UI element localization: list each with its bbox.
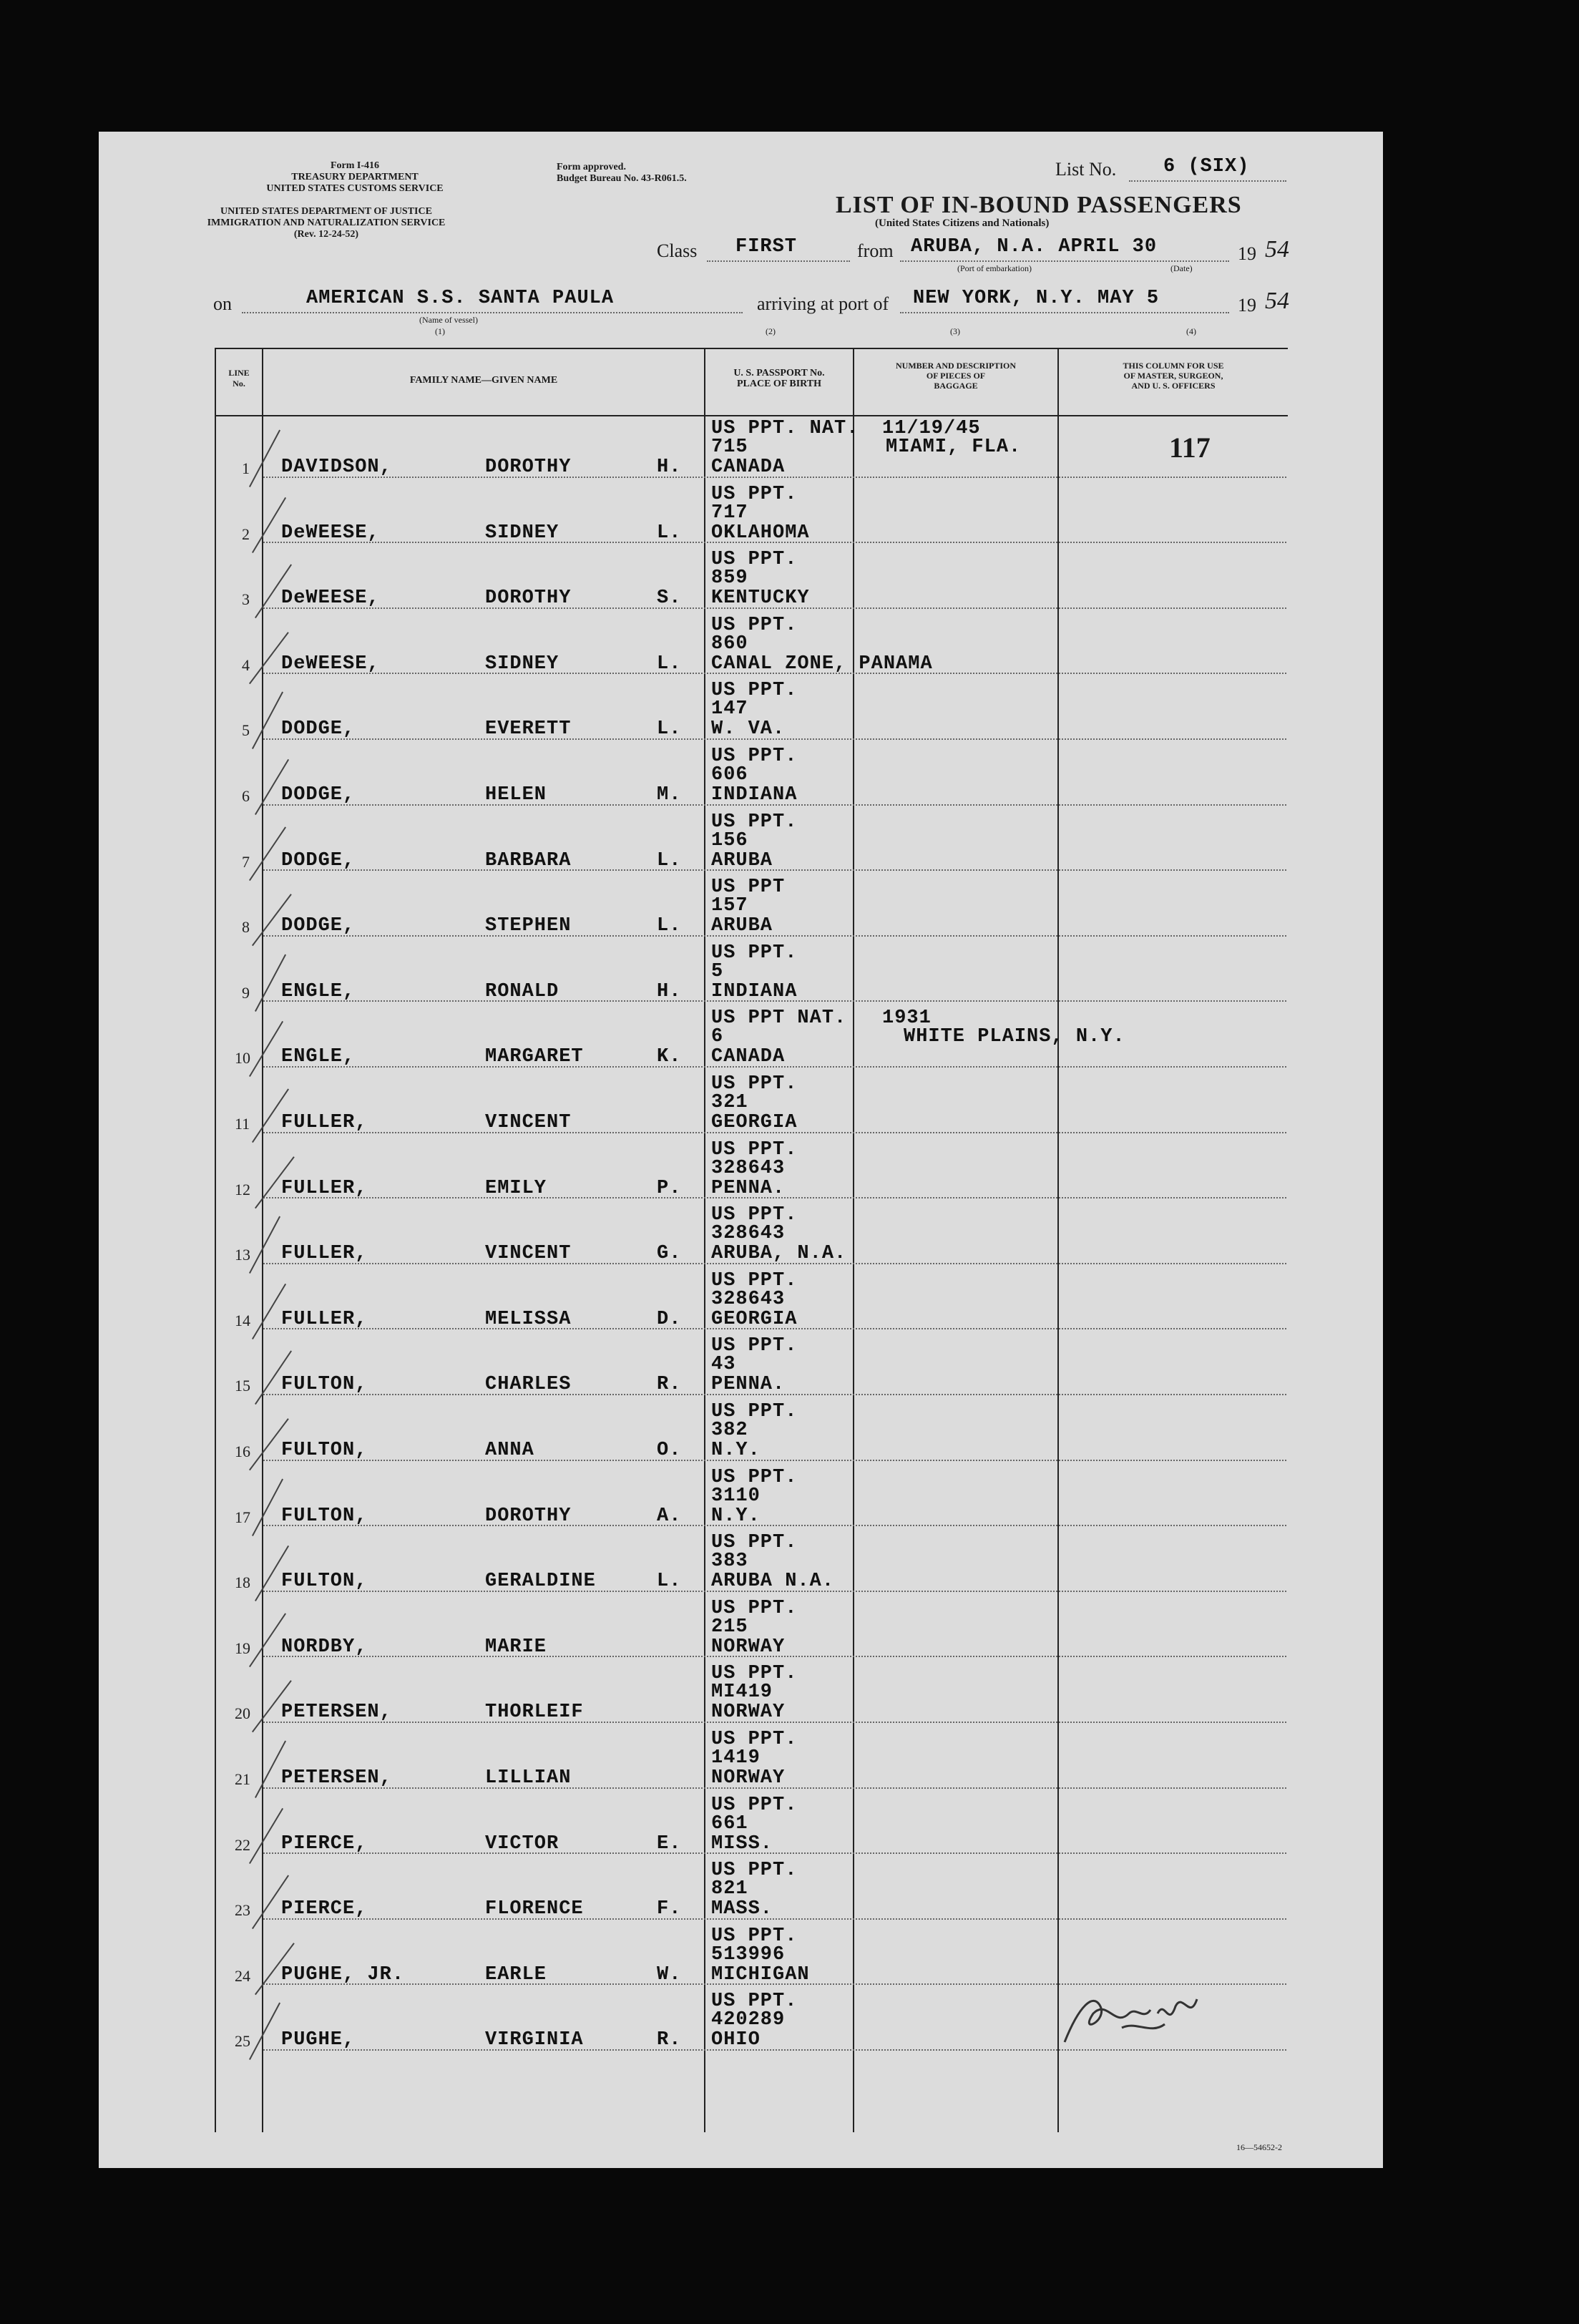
place-of-birth: CANAL ZONE, PANAMA xyxy=(711,653,933,675)
line-number: 9 xyxy=(242,983,250,1002)
middle-initial: H. xyxy=(657,980,682,1002)
class-label: Class xyxy=(657,240,698,261)
customs-label: UNITED STATES CUSTOMS SERVICE xyxy=(266,183,444,194)
middle-initial: L. xyxy=(657,522,682,544)
header-name: FAMILY NAME—GIVEN NAME xyxy=(409,375,558,386)
place-of-birth: GEORGIA xyxy=(711,1308,798,1330)
col-divider-passport xyxy=(853,348,854,2132)
passport-type: US PPT. xyxy=(711,1794,798,1816)
given-name: CHARLES xyxy=(485,1374,572,1396)
family-name: DeWEESE, xyxy=(281,653,380,675)
list-no-line xyxy=(1129,180,1286,182)
check-mark xyxy=(249,1807,283,1863)
line-number: 22 xyxy=(235,1835,250,1854)
ins-label: IMMIGRATION AND NATURALIZATION SERVICE xyxy=(207,218,446,228)
given-name: MARGARET xyxy=(485,1046,584,1068)
line-number: 18 xyxy=(235,1573,250,1592)
baggage-line-2: MIAMI, FLA. xyxy=(886,436,1022,458)
passport-type: US PPT. xyxy=(711,1729,798,1750)
passport-number: 328643 xyxy=(711,1223,786,1245)
line-number: 19 xyxy=(235,1639,250,1657)
list-no-label: List No. xyxy=(1055,159,1117,180)
date-caption: (Date) xyxy=(1170,263,1193,273)
given-name: BARBARA xyxy=(485,849,572,872)
family-name: DeWEESE, xyxy=(281,522,380,544)
passport-number: 157 xyxy=(711,895,748,917)
place-of-birth: N.Y. xyxy=(711,1440,761,1461)
port-embark-caption: (Port of embarkation) xyxy=(957,263,1032,273)
given-name: SIDNEY xyxy=(485,522,559,544)
line-number: 1 xyxy=(242,459,250,477)
place-of-birth: NORWAY xyxy=(711,1702,786,1724)
given-name: FLORENCE xyxy=(485,1898,584,1920)
row-rule xyxy=(263,1460,1286,1461)
place-of-birth: GEORGIA xyxy=(711,1112,798,1133)
line-number: 11 xyxy=(235,1115,250,1133)
col3-caption: (3) xyxy=(950,326,960,336)
middle-initial: S. xyxy=(657,587,682,610)
line-number: 6 xyxy=(242,787,250,805)
family-name: PIERCE, xyxy=(281,1832,368,1855)
baggage-line-1: 1931 xyxy=(882,1007,932,1030)
form-subtitle: (United States Citizens and Nationals) xyxy=(875,218,1050,229)
given-name: VINCENT xyxy=(485,1243,572,1265)
line-number: 24 xyxy=(235,1966,250,1985)
passport-type: US PPT xyxy=(711,877,786,899)
arrival-value: NEW YORK, N.Y. MAY 5 xyxy=(913,288,1160,309)
family-name: ENGLE, xyxy=(281,980,356,1002)
passport-number: 328643 xyxy=(711,1288,786,1310)
passport-number: 43 xyxy=(711,1354,736,1376)
line-number: 17 xyxy=(235,1508,250,1526)
place-of-birth: MASS. xyxy=(711,1898,773,1920)
form-number: Form I-416 xyxy=(330,160,380,171)
col-divider-line xyxy=(262,348,263,2132)
check-mark xyxy=(252,1478,283,1536)
check-mark xyxy=(249,2003,280,2060)
passport-type: US PPT. xyxy=(711,549,798,571)
given-name: VICTOR xyxy=(485,1832,559,1855)
place-of-birth: ARUBA xyxy=(711,849,773,872)
passport-number: 1419 xyxy=(711,1747,761,1769)
justice-label: UNITED STATES DEPARTMENT OF JUSTICE xyxy=(220,206,432,217)
given-name: EARLE xyxy=(485,1963,547,1986)
given-name: LILLIAN xyxy=(485,1767,572,1789)
form-title: LIST OF IN-BOUND PASSENGERS xyxy=(836,192,1242,218)
form-approved: Form approved. xyxy=(557,162,626,172)
middle-initial: L. xyxy=(657,718,682,741)
family-name: DODGE, xyxy=(281,718,356,741)
header-line-no: LINE No. xyxy=(228,368,250,389)
class-line xyxy=(707,260,850,262)
from-value: ARUBA, N.A. APRIL 30 xyxy=(911,236,1158,258)
line-number: 4 xyxy=(242,655,250,674)
family-name: FULLER, xyxy=(281,1177,368,1199)
passport-type: US PPT. xyxy=(711,1204,798,1226)
given-name: GERALDINE xyxy=(485,1571,596,1593)
passport-number: 859 xyxy=(711,567,748,590)
officer-signature xyxy=(1050,1978,1208,2056)
check-mark xyxy=(252,692,283,749)
col-divider-baggage xyxy=(1057,348,1059,2132)
line-number: 10 xyxy=(235,1049,250,1068)
passport-type: US PPT. xyxy=(711,1532,798,1554)
manifest-page xyxy=(99,132,1383,2168)
given-name: STEPHEN xyxy=(485,915,572,937)
passport-number: MI419 xyxy=(711,1681,773,1704)
given-name: MARIE xyxy=(485,1636,547,1658)
middle-initial: L. xyxy=(657,1571,682,1593)
footer-code: 16—54652-2 xyxy=(1236,2142,1282,2152)
place-of-birth: INDIANA xyxy=(711,980,798,1002)
place-of-birth: ARUBA xyxy=(711,915,773,937)
place-of-birth: CANADA xyxy=(711,1046,786,1068)
place-of-birth: OHIO xyxy=(711,2029,761,2051)
family-name: FULTON, xyxy=(281,1571,368,1593)
passport-number: 860 xyxy=(711,633,748,655)
middle-initial: M. xyxy=(657,784,682,806)
row-rule xyxy=(263,1525,1286,1526)
passport-type: US PPT. xyxy=(711,1335,798,1357)
passport-type: US PPT. xyxy=(711,614,798,636)
line-number: 15 xyxy=(235,1377,250,1395)
family-name: FULLER, xyxy=(281,1243,368,1265)
from-label: from xyxy=(857,240,894,261)
family-name: FULLER, xyxy=(281,1308,368,1330)
line-number: 2 xyxy=(242,524,250,543)
officer-count: 117 xyxy=(1169,431,1211,464)
passport-number: 715 xyxy=(711,436,748,458)
given-name: VIRGINIA xyxy=(485,2029,584,2051)
given-name: SIDNEY xyxy=(485,653,559,675)
middle-initial: W. xyxy=(657,1963,682,1986)
passport-type: US PPT. xyxy=(711,680,798,702)
family-name: DODGE, xyxy=(281,784,356,806)
line-number: 3 xyxy=(242,590,250,609)
passport-type: US PPT. xyxy=(711,1401,798,1422)
vessel-line xyxy=(242,312,743,313)
passport-number: 717 xyxy=(711,502,748,524)
passport-type: US PPT. xyxy=(711,1663,798,1685)
family-name: DeWEESE, xyxy=(281,587,380,610)
place-of-birth: W. VA. xyxy=(711,718,786,741)
passport-number: 383 xyxy=(711,1551,748,1573)
year-prefix-1: 19 xyxy=(1238,243,1256,264)
line-number: 5 xyxy=(242,721,250,740)
middle-initial: D. xyxy=(657,1308,682,1330)
row-rule xyxy=(263,935,1286,937)
passport-number: 5 xyxy=(711,960,724,982)
from-line xyxy=(900,260,1229,262)
passport-number: 328643 xyxy=(711,1157,786,1179)
place-of-birth: INDIANA xyxy=(711,784,798,806)
row-rule xyxy=(263,1918,1286,1920)
place-of-birth: CANADA xyxy=(711,456,786,478)
line-number: 23 xyxy=(235,1901,250,1920)
col-divider-name xyxy=(704,348,705,2132)
passport-type: US PPT. xyxy=(711,1269,798,1292)
given-name: RONALD xyxy=(485,980,559,1002)
family-name: PETERSEN, xyxy=(281,1767,392,1789)
on-label: on xyxy=(213,293,232,314)
middle-initial: H. xyxy=(657,456,682,478)
place-of-birth: ARUBA, N.A. xyxy=(711,1243,847,1265)
passport-number: 513996 xyxy=(711,1943,786,1966)
header-baggage: NUMBER AND DESCRIPTION OF PIECES OF BAGGAGE xyxy=(895,361,1017,391)
place-of-birth: MICHIGAN xyxy=(711,1963,810,1986)
header-officers: THIS COLUMN FOR USE OF MASTER, SURGEON, AND U. S. OFFICERS xyxy=(1123,361,1224,391)
given-name: EVERETT xyxy=(485,718,572,741)
row-rule xyxy=(263,869,1286,871)
passport-number: 606 xyxy=(711,764,748,786)
place-of-birth: PENNA. xyxy=(711,1177,786,1199)
passport-number: 215 xyxy=(711,1616,748,1638)
family-name: FULTON, xyxy=(281,1505,368,1527)
family-name: FULTON, xyxy=(281,1374,368,1396)
given-name: EMILY xyxy=(485,1177,547,1199)
year-value-1: 54 xyxy=(1265,236,1289,263)
family-name: DODGE, xyxy=(281,849,356,872)
vessel-caption: (Name of vessel) xyxy=(419,315,478,325)
passport-number: 3110 xyxy=(711,1485,761,1507)
header-passport: U. S. PASSPORT No. PLACE OF BIRTH xyxy=(733,368,825,389)
family-name: FULLER, xyxy=(281,1112,368,1133)
family-name: PUGHE, JR. xyxy=(281,1963,405,1986)
line-number: 13 xyxy=(235,1246,250,1264)
passport-type: US PPT. xyxy=(711,1466,798,1488)
passport-type: US PPT. xyxy=(711,1991,798,2013)
family-name: PETERSEN, xyxy=(281,1702,392,1724)
passport-number: 420289 xyxy=(711,2009,786,2031)
place-of-birth: OKLAHOMA xyxy=(711,522,810,544)
passport-number: 156 xyxy=(711,829,748,851)
header-bottom-rule xyxy=(215,415,1288,416)
given-name: MELISSA xyxy=(485,1308,572,1330)
given-name: DOROTHY xyxy=(485,1505,572,1527)
check-mark xyxy=(249,430,280,487)
passport-number: 821 xyxy=(711,1878,748,1900)
table-top-rule xyxy=(215,348,1288,349)
treasury-label: TREASURY DEPARTMENT xyxy=(291,172,419,182)
year-value-2: 54 xyxy=(1265,288,1289,314)
line-number: 25 xyxy=(235,2032,250,2051)
middle-initial: E. xyxy=(657,1832,682,1855)
passport-type: US PPT. xyxy=(711,483,798,505)
col1-caption: (1) xyxy=(435,326,445,336)
col2-caption: (2) xyxy=(766,326,776,336)
line-number: 14 xyxy=(235,1311,250,1329)
place-of-birth: KENTUCKY xyxy=(711,587,810,610)
year-prefix-2: 19 xyxy=(1238,295,1256,316)
middle-initial: R. xyxy=(657,1374,682,1396)
family-name: DAVIDSON, xyxy=(281,456,392,478)
place-of-birth: NORWAY xyxy=(711,1636,786,1658)
place-of-birth: N.Y. xyxy=(711,1505,761,1527)
revision-label: (Rev. 12-24-52) xyxy=(293,229,359,240)
middle-initial: O. xyxy=(657,1440,682,1461)
family-name: FULTON, xyxy=(281,1440,368,1461)
middle-initial: F. xyxy=(657,1898,682,1920)
passport-type: US PPT. NAT. xyxy=(711,418,859,439)
class-value: FIRST xyxy=(735,236,798,258)
line-number: 20 xyxy=(235,1704,250,1723)
check-mark xyxy=(249,1216,280,1274)
row-rule xyxy=(263,1852,1286,1854)
family-name: PUGHE, xyxy=(281,2029,356,2051)
passport-number: 382 xyxy=(711,1420,748,1441)
given-name: HELEN xyxy=(485,784,547,806)
line-number: 21 xyxy=(235,1770,250,1788)
line-number: 7 xyxy=(242,852,250,871)
family-name: DODGE, xyxy=(281,915,356,937)
passport-type: US PPT. xyxy=(711,1138,798,1161)
middle-initial: R. xyxy=(657,2029,682,2051)
line-number: 12 xyxy=(235,1180,250,1198)
passport-number: 661 xyxy=(711,1812,748,1835)
arrival-line xyxy=(900,312,1229,313)
family-name: PIERCE, xyxy=(281,1898,368,1920)
given-name: DOROTHY xyxy=(485,456,572,478)
passport-type: US PPT. xyxy=(711,811,798,833)
place-of-birth: MISS. xyxy=(711,1832,773,1855)
line-number: 8 xyxy=(242,918,250,937)
line-number: 16 xyxy=(235,1442,250,1460)
table-left-border xyxy=(215,348,216,2132)
passport-type: US PPT. xyxy=(711,746,798,767)
middle-initial: L. xyxy=(657,849,682,872)
passport-type: US PPT. xyxy=(711,1925,798,1947)
passport-number: 6 xyxy=(711,1026,724,1048)
place-of-birth: NORWAY xyxy=(711,1767,786,1789)
middle-initial: G. xyxy=(657,1243,682,1265)
given-name: THORLEIF xyxy=(485,1702,584,1724)
passport-number: 321 xyxy=(711,1092,748,1113)
family-name: NORDBY, xyxy=(281,1636,368,1658)
list-no-value: 6 (SIX) xyxy=(1163,156,1250,177)
arriving-label: arriving at port of xyxy=(757,293,889,314)
middle-initial: L. xyxy=(657,915,682,937)
family-name: ENGLE, xyxy=(281,1046,356,1068)
baggage-line-1: 11/19/45 xyxy=(882,418,981,439)
passport-type: US PPT. xyxy=(711,1073,798,1095)
passport-type: US PPT. xyxy=(711,1860,798,1882)
place-of-birth: PENNA. xyxy=(711,1374,786,1396)
middle-initial: L. xyxy=(657,653,682,675)
middle-initial: P. xyxy=(657,1177,682,1199)
passport-type: US PPT. xyxy=(711,1597,798,1619)
budget-bureau: Budget Bureau No. 43-R061.5. xyxy=(557,173,687,184)
given-name: ANNA xyxy=(485,1440,534,1461)
col4-caption: (4) xyxy=(1186,326,1196,336)
check-mark xyxy=(249,1021,283,1077)
middle-initial: K. xyxy=(657,1046,682,1068)
place-of-birth: ARUBA N.A. xyxy=(711,1571,835,1593)
middle-initial: A. xyxy=(657,1505,682,1527)
passport-number: 147 xyxy=(711,698,748,721)
vessel-value: AMERICAN S.S. SANTA PAULA xyxy=(306,288,615,309)
baggage-line-2: WHITE PLAINS, N.Y. xyxy=(904,1026,1125,1048)
given-name: VINCENT xyxy=(485,1112,572,1133)
given-name: DOROTHY xyxy=(485,587,572,610)
passport-type: US PPT NAT. xyxy=(711,1007,847,1030)
passport-type: US PPT. xyxy=(711,942,798,964)
